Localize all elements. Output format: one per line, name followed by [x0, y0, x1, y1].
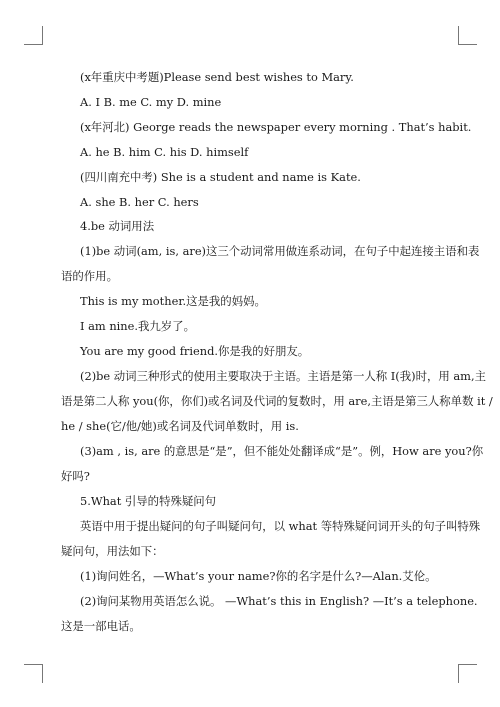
options-chongqing: A. I B. me C. my D. mine [80, 95, 222, 109]
crop-mark-bottom-left [24, 664, 43, 683]
example-sentence: I am nine.我九岁了。 [80, 319, 195, 333]
paragraph-line: 疑问句，用法如下： [61, 544, 164, 558]
section-heading-what-questions: 5.What 引导的特殊疑问句 [80, 494, 217, 508]
crop-mark-bottom-right [458, 664, 477, 683]
crop-mark-top-left [24, 26, 43, 45]
paragraph-line: 语是第二人称 you(你，你们)或名词及代词的复数时，用 are,主语是第三人称单数 it / [61, 394, 493, 408]
paragraph-line: (2)be 动词三种形式的使用主要取决于主语。主语是第一人称 I(我)时，用 am,主 [80, 369, 486, 383]
question-hebei: (x年河北) George reads the newspaper every morning . That’s habit. [80, 120, 472, 134]
question-chongqing: (x年重庆中考题)Please send best wishes to Mary. [80, 70, 354, 84]
paragraph-line: (1)be 动词(am, is, are)这三个动词常用做连系动词，在句子中起连接主语和表 [80, 244, 480, 258]
question-nanchong: (四川南充中考) She is a student and name is Kate. [80, 170, 361, 184]
paragraph-line: (3)am , is, are 的意思是“是”，但不能处处翻译成“是”。例，How are you?你 [80, 444, 484, 458]
paragraph-line: (1)询问姓名，—What’s your name?你的名字是什么?—Alan.艾伦。 [80, 569, 437, 583]
options-nanchong: A. she B. her C. hers [80, 195, 199, 209]
paragraph-line: 这是一部电话。 [61, 619, 141, 633]
paragraph-line: 语的作用。 [61, 269, 118, 283]
section-heading-be-verb: 4.be 动词用法 [80, 219, 155, 233]
options-hebei: A. he B. him C. his D. himself [80, 145, 249, 159]
paragraph-line: he / she(它/他/她)或名词及代词单数时，用 is. [61, 419, 299, 433]
paragraph-line: (2)询问某物用英语怎么说。 —What’s this in English? —It’s a telephone. [80, 594, 478, 608]
example-sentence: You are my good friend.你是我的好朋友。 [80, 344, 310, 358]
example-sentence: This is my mother.这是我的妈妈。 [80, 294, 266, 308]
paragraph-line: 好吗? [61, 469, 90, 483]
paragraph-line: 英语中用于提出疑问的句子叫疑问句，以 what 等特殊疑问词开头的句子叫特殊 [80, 519, 481, 533]
crop-mark-top-right [458, 26, 477, 45]
